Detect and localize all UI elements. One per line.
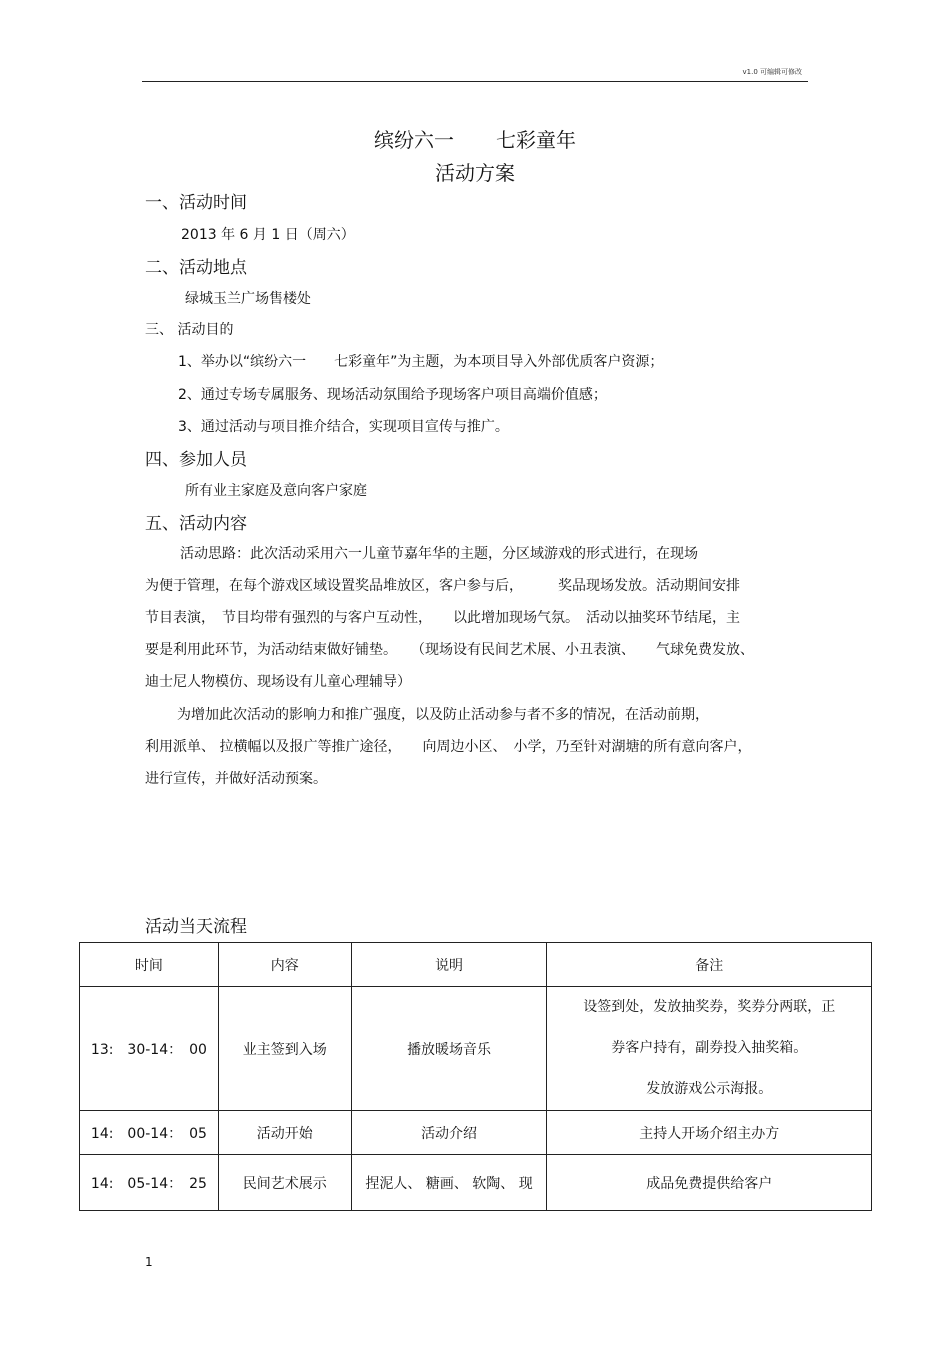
section-5-para1-line1: 活动思路：此次活动采用六一儿童节嘉年华的主题，分区域游戏的形式进行，在现场 [180, 546, 698, 562]
cell-time: 14: 05-14： 25 [80, 1155, 219, 1211]
section-5-para1-line3: 节目表演， 节目均带有强烈的与客户互动性， 以此增加现场气氛。 活动以抽奖环节结尾，主 [145, 610, 740, 626]
flow-heading: 活动当天流程 [145, 917, 247, 937]
flow-table [79, 942, 872, 1211]
section-4-text: 所有业主家庭及意向客户家庭 [185, 483, 367, 499]
cell-note-line-2: 券客户持有，副券投入抽奖箱。 [611, 1040, 808, 1056]
section-3-item-1: 1、举办以“缤纷六一 七彩童年”为主题，为本项目导入外部优质客户资源； [178, 354, 664, 370]
section-5-para1-line2: 为便于管理，在每个游戏区域设置奖品堆放区，客户参与后， 奖品现场发放。活动期间安排 [145, 578, 740, 594]
cell-note [547, 987, 872, 1111]
table-row [80, 1111, 872, 1155]
col-header-time: 时间 [80, 943, 219, 987]
table-header-row [80, 943, 872, 987]
cell-time: 14: 00-14： 05 [80, 1111, 219, 1155]
header-version-note: v1.0 可编辑可修改 [742, 68, 802, 76]
cell-desc: 捏泥人、 糖画、 软陶、 现 [351, 1155, 547, 1211]
col-header-content: 内容 [218, 943, 351, 987]
section-2-text: 绿城玉兰广场售楼处 [185, 291, 311, 307]
doc-title-line2: 活动方案 [435, 161, 515, 185]
header-divider [142, 81, 808, 82]
section-5-para1-line4: 要是利用此环节，为活动结束做好铺垫。 （现场设有民间艺术展、小丑表演、 气球免费发放、 [145, 642, 754, 658]
section-4-heading: 四、参加人员 [145, 450, 247, 470]
cell-content: 业主签到入场 [218, 987, 351, 1111]
title-part-a: 缤纷六一 [374, 128, 454, 152]
doc-title-line1 [0, 124, 950, 153]
cell-note: 成品免费提供给客户 [547, 1155, 872, 1211]
table-row [80, 1155, 872, 1211]
table-row [80, 987, 872, 1111]
section-5-para2-line2: 利用派单、 拉横幅以及报广等推广途径， 向周边小区、 小学，乃至针对湖塘的所有意向客户， [145, 739, 752, 755]
cell-note-line-1: 设签到处，发放抽奖券，奖券分两联，正 [583, 999, 836, 1015]
cell-desc: 播放暖场音乐 [351, 987, 547, 1111]
section-2-heading: 二、活动地点 [145, 258, 247, 278]
cell-note: 主持人开场介绍主办方 [547, 1111, 872, 1155]
col-header-desc: 说明 [351, 943, 547, 987]
cell-content: 民间艺术展示 [218, 1155, 351, 1211]
title-part-b: 七彩童年 [496, 128, 576, 152]
cell-time: 13: 30-14： 00 [80, 987, 219, 1111]
section-1-heading: 一、活动时间 [145, 193, 247, 213]
section-5-para2-line3: 进行宣传，并做好活动预案。 [145, 771, 327, 787]
section-5-para2-line1: 为增加此次活动的影响力和推广强度，以及防止活动参与者不多的情况，在活动前期， [177, 707, 709, 723]
section-1-text: 2013 年 6 月 1 日（周六） [181, 227, 355, 243]
cell-note-line-3: 发放游戏公示海报。 [646, 1081, 773, 1097]
section-5-para1-line5: 迪士尼人物模仿、现场设有儿童心理辅导） [145, 674, 411, 690]
section-3-item-3: 3、通过活动与项目推介结合，实现项目宣传与推广。 [178, 419, 509, 435]
page-number: 1 [145, 1255, 153, 1269]
section-5-heading: 五、活动内容 [145, 514, 247, 534]
section-3-heading: 三、 活动目的 [145, 322, 234, 338]
cell-desc: 活动介绍 [351, 1111, 547, 1155]
col-header-note: 备注 [547, 943, 872, 987]
cell-content: 活动开始 [218, 1111, 351, 1155]
section-3-item-2: 2、通过专场专属服务、现场活动氛围给予现场客户项目高端价值感； [178, 387, 607, 403]
